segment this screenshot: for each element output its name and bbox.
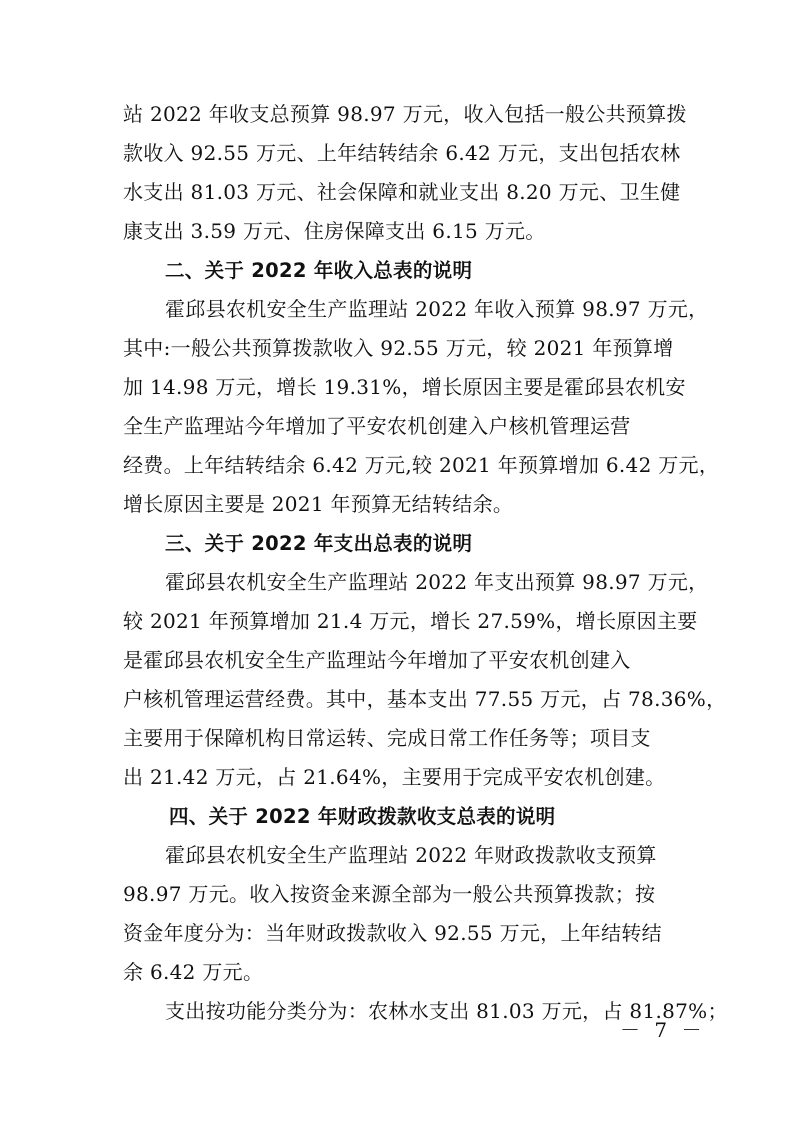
- paragraph-line: 水支出 81.03 万元、社会保障和就业支出 8.20 万元、卫生健: [123, 180, 681, 204]
- paragraph-line: 经费。上年结转结余 6.42 万元,较 2021 年预算增加 6.42 万元，: [123, 453, 720, 477]
- page-number: － 7 －: [620, 1018, 706, 1042]
- paragraph-line: 余 6.42 万元。: [123, 960, 264, 984]
- paragraph-line: 康支出 3.59 万元、住房保障支出 6.15 万元。: [123, 219, 546, 243]
- paragraph-line: 霍邱县农机安全生产监理站 2022 年财政拨款收支预算: [165, 843, 657, 867]
- document-body: [123, 95, 728, 1031]
- paragraph-line: 出 21.42 万元，占 21.64%，主要用于完成平安农机创建。: [123, 765, 666, 789]
- section-heading-expenditure: 三、关于 2022 年支出总表的说明: [165, 532, 473, 555]
- paragraph-line: 户核机管理运营经费。其中，基本支出 77.55 万元，占 78.36%，: [123, 687, 727, 711]
- paragraph-line: 98.97 万元。收入按资金来源全部为一般公共预算拨款；按: [123, 882, 656, 906]
- paragraph-line: 站 2022 年收支总预算 98.97 万元，收入包括一般公共预算拨: [123, 102, 687, 126]
- paragraph-line: 是霍邱县农机安全生产监理站今年增加了平安农机创建入: [123, 648, 631, 672]
- paragraph-line: 全生产监理站今年增加了平安农机创建入户核机管理运营: [123, 414, 631, 438]
- section-heading-fiscal-appropriation: 四、关于 2022 年财政拨款收支总表的说明: [169, 805, 556, 828]
- paragraph-line: 霍邱县农机安全生产监理站 2022 年收入预算 98.97 万元，: [165, 297, 709, 321]
- paragraph-line: 增长原因主要是 2021 年预算无结转结余。: [123, 492, 514, 516]
- paragraph-line: 资金年度分为：当年财政拨款收入 92.55 万元，上年结转结: [123, 921, 662, 945]
- paragraph-line: 霍邱县农机安全生产监理站 2022 年支出预算 98.97 万元，: [165, 570, 709, 594]
- section-heading-income: 二、关于 2022 年收入总表的说明: [165, 259, 473, 282]
- paragraph-line: 较 2021 年预算增加 21.4 万元，增长 27.59%，增长原因主要: [123, 609, 698, 633]
- paragraph-line: 加 14.98 万元，增长 19.31%，增长原因主要是霍邱县农机安: [123, 375, 686, 399]
- paragraph-line: 主要用于保障机构日常运转、完成日常工作任务等；项目支: [123, 726, 651, 750]
- paragraph-line: 其中:一般公共预算拨款收入 92.55 万元，较 2021 年预算增: [123, 336, 674, 360]
- paragraph-line: 支出按功能分类分为：农林水支出 81.03 万元，占 81.87%；: [165, 999, 728, 1023]
- paragraph-line: 款收入 92.55 万元、上年结转结余 6.42 万元，支出包括农林: [123, 141, 681, 165]
